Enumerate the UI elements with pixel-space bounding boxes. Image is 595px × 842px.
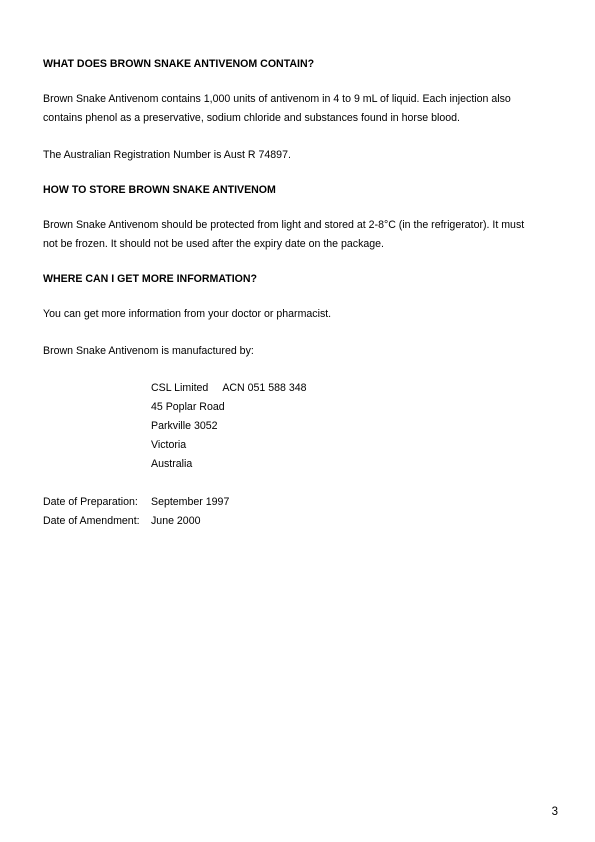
manufacturer-address bbox=[151, 379, 553, 474]
manufacturer-name: CSL Limited bbox=[151, 382, 209, 394]
manufacturer-intro: Brown Snake Antivenom is manufactured by: bbox=[43, 345, 254, 357]
manufacturer-acn: ACN 051 588 348 bbox=[222, 382, 307, 394]
document-dates bbox=[43, 493, 553, 531]
contents-paragraph-line-1: Brown Snake Antivenom contains 1,000 units of antivenom in 4 to 9 mL of liquid. Each injection also bbox=[43, 93, 511, 105]
section-heading-storage: HOW TO STORE BROWN SNAKE ANTIVENOM bbox=[43, 184, 276, 196]
page-number: 3 bbox=[551, 806, 558, 818]
amendment-date-value: June 2000 bbox=[151, 515, 201, 527]
preparation-date-value: September 1997 bbox=[151, 496, 230, 508]
manufacturer-street: 45 Poplar Road bbox=[151, 401, 225, 413]
amendment-date-label: Date of Amendment: bbox=[43, 515, 140, 527]
document-body bbox=[43, 57, 553, 531]
manufacturer-state: Victoria bbox=[151, 439, 187, 451]
manufacturer-name-line bbox=[151, 379, 553, 398]
registration-number-paragraph: The Australian Registration Number is Aust R 74897. bbox=[43, 149, 291, 161]
section-heading-information: WHERE CAN I GET MORE INFORMATION? bbox=[43, 273, 258, 285]
preparation-date-label: Date of Preparation: bbox=[43, 496, 138, 508]
information-paragraph: You can get more information from your doctor or pharmacist. bbox=[43, 308, 332, 320]
storage-paragraph bbox=[43, 216, 553, 254]
manufacturer-country: Australia bbox=[151, 458, 193, 470]
storage-paragraph-line-1: Brown Snake Antivenom should be protected from light and stored at 2-8°C (in the refrigerator). It must bbox=[43, 219, 525, 231]
preparation-date-row bbox=[43, 493, 553, 512]
contents-paragraph bbox=[43, 90, 553, 128]
section-heading-contents: WHAT DOES BROWN SNAKE ANTIVENOM CONTAIN? bbox=[43, 58, 315, 70]
contents-paragraph-line-2: contains phenol as a preservative, sodium chloride and substances found in horse blood. bbox=[43, 112, 460, 124]
amendment-date-row bbox=[43, 512, 553, 531]
manufacturer-suburb: Parkville 3052 bbox=[151, 420, 218, 432]
storage-paragraph-line-2: not be frozen. It should not be used after the expiry date on the package. bbox=[43, 238, 384, 250]
